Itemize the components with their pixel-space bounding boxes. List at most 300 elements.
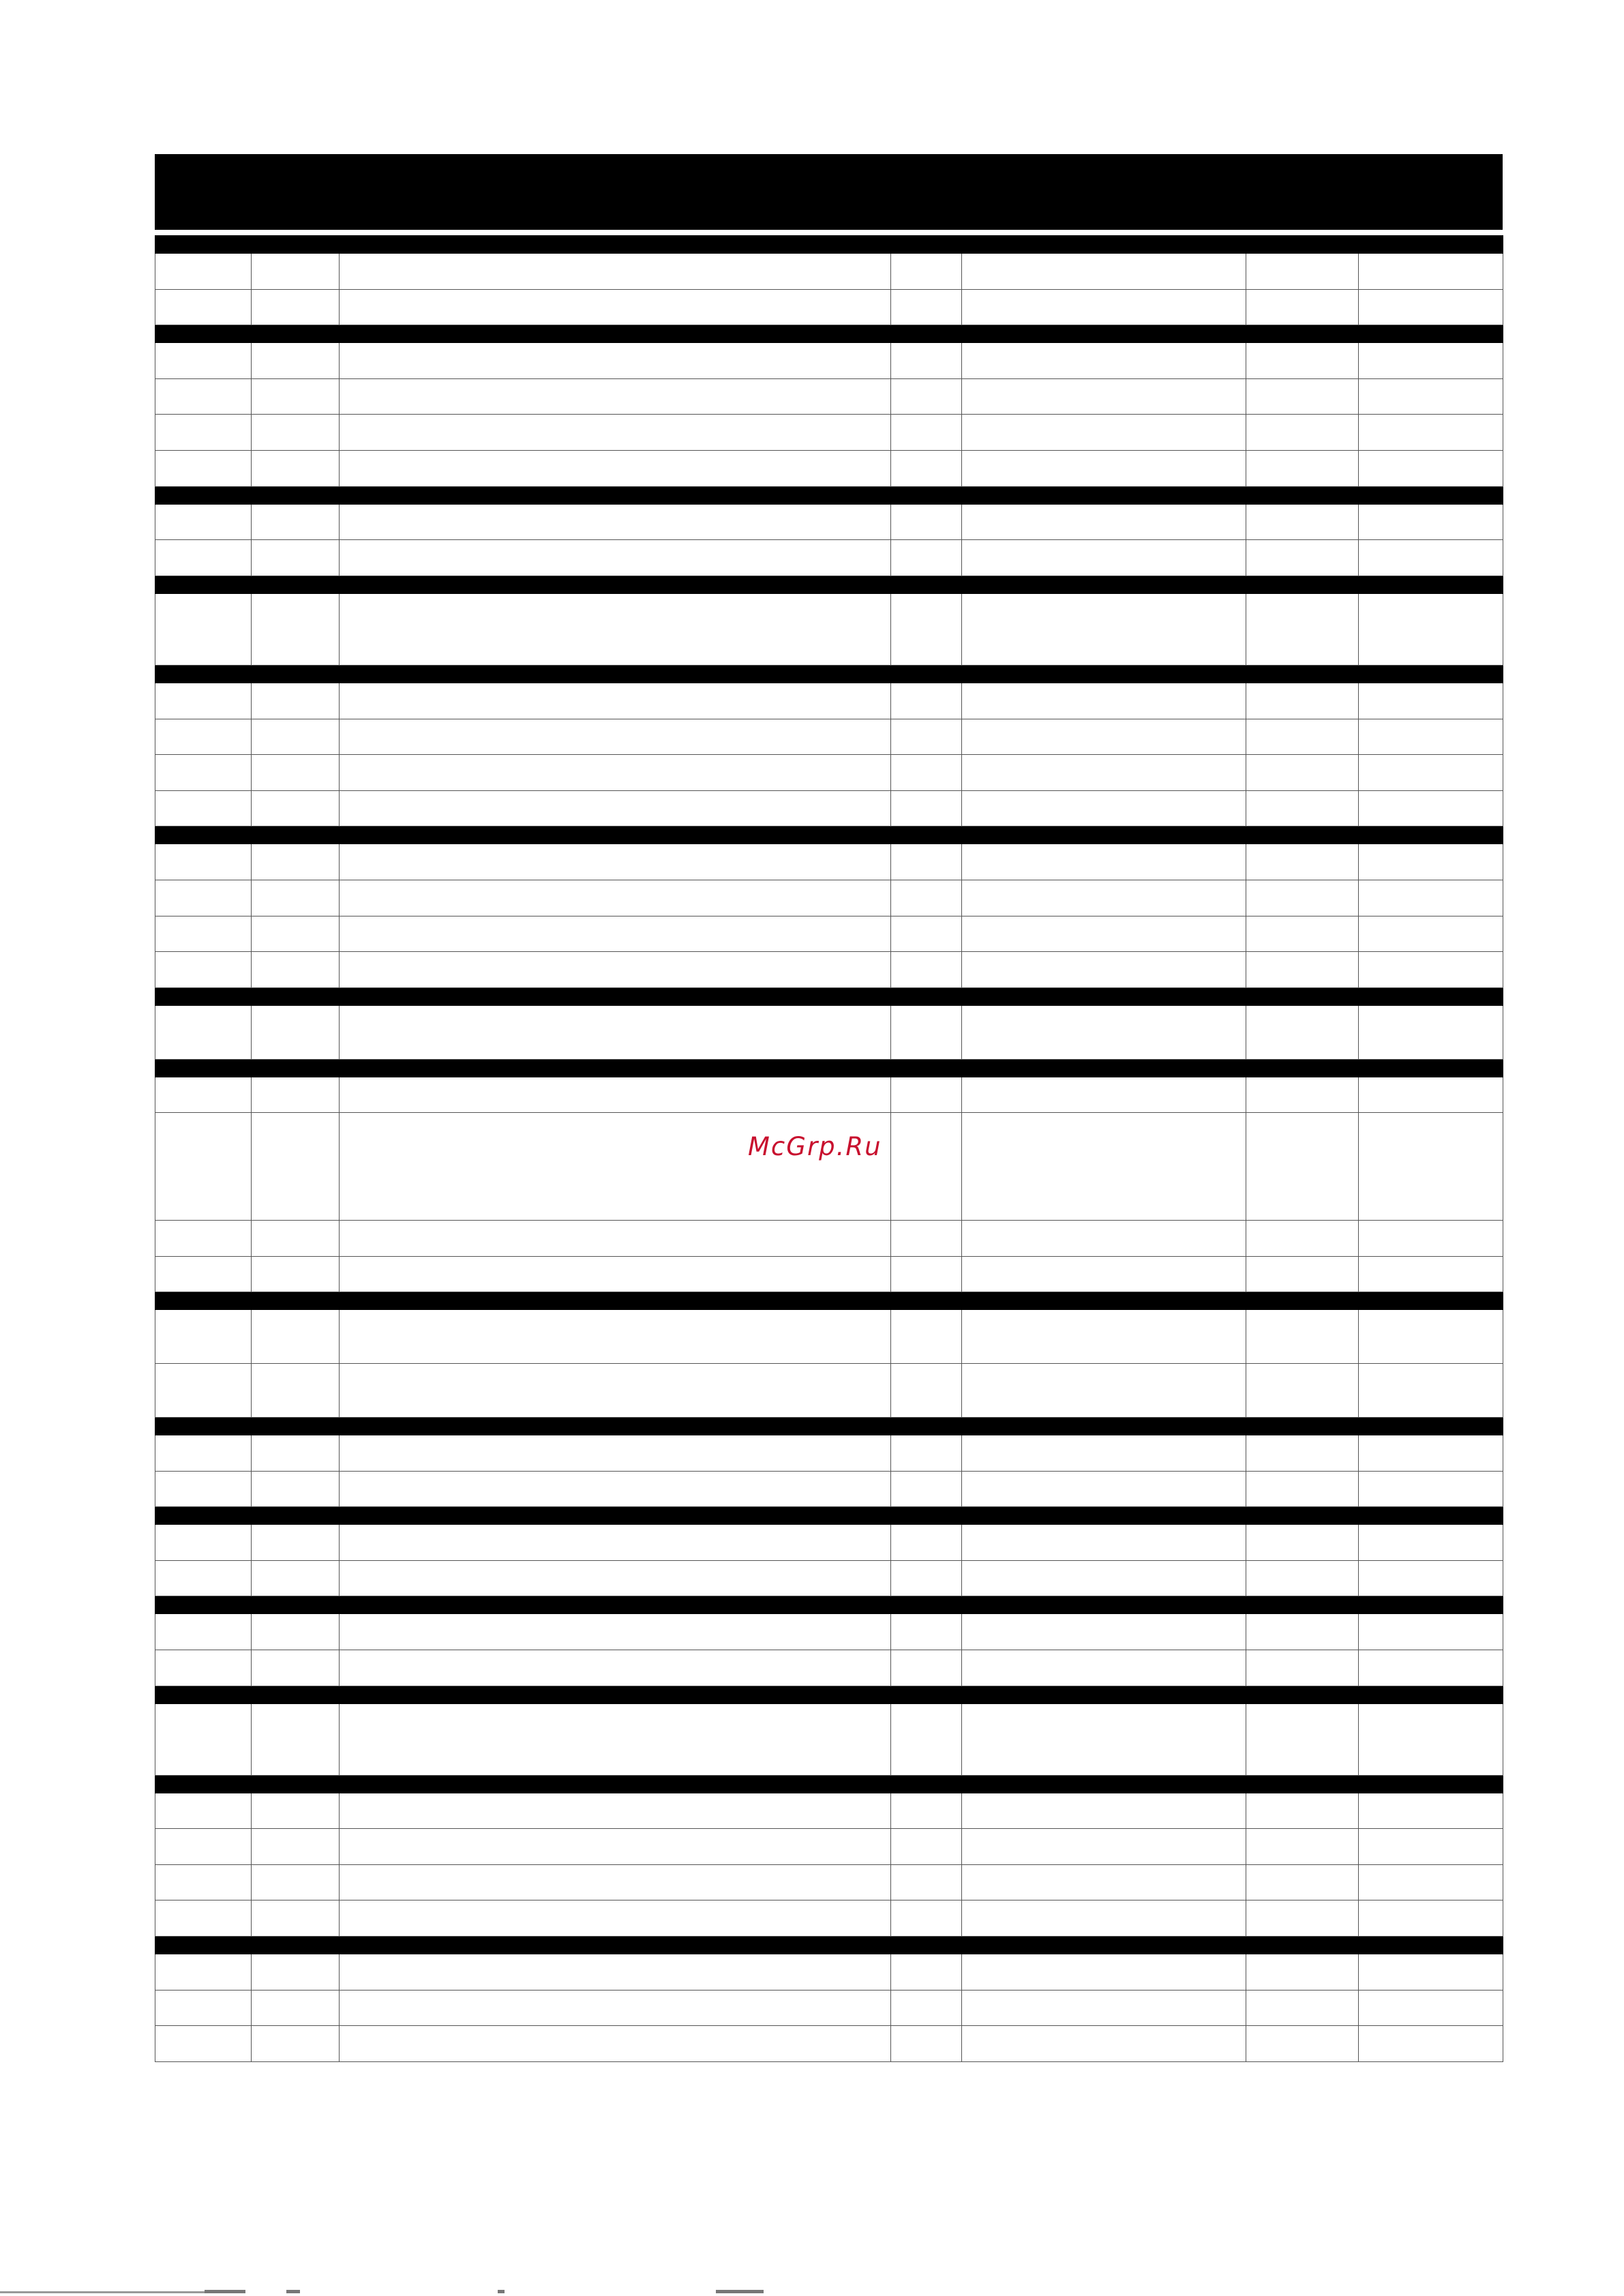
table-cell bbox=[252, 343, 340, 379]
table-cell bbox=[962, 1364, 1246, 1418]
table-cell bbox=[962, 1650, 1246, 1686]
table-cell bbox=[891, 1220, 962, 1256]
table-row bbox=[155, 593, 1503, 665]
table-cell bbox=[1359, 1525, 1503, 1561]
table-cell bbox=[252, 1220, 340, 1256]
table-row bbox=[155, 1614, 1503, 1650]
section-header-bar bbox=[155, 1937, 1503, 1954]
table-cell bbox=[155, 254, 252, 290]
table-cell bbox=[340, 952, 891, 988]
table-cell bbox=[340, 683, 891, 719]
table-cell bbox=[891, 719, 962, 755]
section-header-cell bbox=[155, 826, 1503, 844]
table-cell bbox=[1359, 1990, 1503, 2026]
table-cell bbox=[1359, 2026, 1503, 2062]
table-cell bbox=[1359, 254, 1503, 290]
table-cell bbox=[1359, 1650, 1503, 1686]
table-cell bbox=[962, 1560, 1246, 1596]
table-row bbox=[155, 540, 1503, 576]
section-header-cell bbox=[155, 1417, 1503, 1435]
table-cell bbox=[962, 1793, 1246, 1829]
table-cell bbox=[340, 593, 891, 665]
table-cell bbox=[891, 1310, 962, 1364]
table-cell bbox=[155, 1310, 252, 1364]
table-cell bbox=[891, 504, 962, 540]
table-cell bbox=[340, 378, 891, 415]
table-row bbox=[155, 254, 1503, 290]
table-cell bbox=[252, 790, 340, 826]
table-cell bbox=[1246, 289, 1359, 325]
table-cell bbox=[1246, 1614, 1359, 1650]
table-cell bbox=[252, 289, 340, 325]
table-cell bbox=[1359, 1077, 1503, 1113]
section-header-cell bbox=[155, 1937, 1503, 1954]
table-row bbox=[155, 1864, 1503, 1900]
table-cell bbox=[962, 1864, 1246, 1900]
table-cell bbox=[1246, 1113, 1359, 1221]
table-cell bbox=[155, 1900, 252, 1937]
table-row bbox=[155, 1077, 1503, 1113]
section-header-bar bbox=[155, 987, 1503, 1005]
table-cell bbox=[962, 593, 1246, 665]
table-cell bbox=[252, 1113, 340, 1221]
table-row bbox=[155, 378, 1503, 415]
table-cell bbox=[155, 1864, 252, 1900]
table-cell bbox=[340, 1435, 891, 1471]
table-cell bbox=[962, 1005, 1246, 1059]
table-cell bbox=[252, 1990, 340, 2026]
table-cell bbox=[1246, 1435, 1359, 1471]
table-cell bbox=[962, 755, 1246, 791]
section-header-bar bbox=[155, 1292, 1503, 1310]
table-cell bbox=[252, 2026, 340, 2062]
table-cell bbox=[1359, 415, 1503, 451]
watermark: McGrp.Ru bbox=[748, 1132, 882, 1161]
table-cell bbox=[891, 1864, 962, 1900]
table-cell bbox=[252, 1864, 340, 1900]
table-cell bbox=[155, 755, 252, 791]
table-row bbox=[155, 1220, 1503, 1256]
table-cell bbox=[1246, 2026, 1359, 2062]
section-header-bar bbox=[155, 1507, 1503, 1525]
table-cell bbox=[155, 593, 252, 665]
table-cell bbox=[340, 1793, 891, 1829]
table-cell bbox=[1246, 1793, 1359, 1829]
table-cell bbox=[1359, 289, 1503, 325]
table-cell bbox=[891, 790, 962, 826]
table-cell bbox=[340, 1256, 891, 1292]
table-cell bbox=[962, 1954, 1246, 1991]
table-cell bbox=[155, 1005, 252, 1059]
table-cell bbox=[252, 1650, 340, 1686]
table-row bbox=[155, 1954, 1503, 1991]
table-cell bbox=[891, 593, 962, 665]
table-cell bbox=[155, 844, 252, 880]
section-header-bar bbox=[155, 826, 1503, 844]
table-row bbox=[155, 1364, 1503, 1418]
table-cell bbox=[962, 1220, 1246, 1256]
section-header-bar bbox=[155, 1775, 1503, 1793]
table-cell bbox=[155, 1614, 252, 1650]
table-cell bbox=[891, 1990, 962, 2026]
table-row bbox=[155, 1005, 1503, 1059]
section-header-bar bbox=[155, 236, 1503, 254]
table-cell bbox=[891, 755, 962, 791]
section-header-cell bbox=[155, 1596, 1503, 1614]
table-cell bbox=[340, 1990, 891, 2026]
table-cell bbox=[340, 790, 891, 826]
table-cell bbox=[962, 289, 1246, 325]
section-header-bar bbox=[155, 665, 1503, 683]
table-cell bbox=[1359, 540, 1503, 576]
table-cell bbox=[1359, 683, 1503, 719]
table-cell bbox=[1246, 254, 1359, 290]
table-cell bbox=[155, 343, 252, 379]
table-cell bbox=[340, 415, 891, 451]
table-cell bbox=[891, 1703, 962, 1775]
section-header-bar bbox=[155, 576, 1503, 593]
table-cell bbox=[252, 1256, 340, 1292]
table-cell bbox=[252, 880, 340, 916]
table-cell bbox=[1359, 1560, 1503, 1596]
table-cell bbox=[962, 683, 1246, 719]
table-cell bbox=[1359, 1310, 1503, 1364]
table-cell bbox=[340, 540, 891, 576]
table-cell bbox=[1359, 880, 1503, 916]
footer-rule bbox=[0, 2291, 205, 2293]
section-header-cell bbox=[155, 325, 1503, 343]
table-cell bbox=[155, 1829, 252, 1865]
table-cell bbox=[962, 504, 1246, 540]
table-cell bbox=[1246, 1077, 1359, 1113]
table-cell bbox=[340, 343, 891, 379]
table-cell bbox=[340, 880, 891, 916]
table-row bbox=[155, 415, 1503, 451]
table-cell bbox=[252, 952, 340, 988]
section-header-cell bbox=[155, 665, 1503, 683]
page-header-bar bbox=[155, 154, 1503, 230]
table-cell bbox=[340, 1650, 891, 1686]
table-cell bbox=[891, 450, 962, 486]
table-cell bbox=[1246, 719, 1359, 755]
section-header-cell bbox=[155, 1507, 1503, 1525]
table-cell bbox=[962, 1310, 1246, 1364]
table-cell bbox=[155, 1256, 252, 1292]
table-cell bbox=[252, 1900, 340, 1937]
table-cell bbox=[252, 1435, 340, 1471]
table-row bbox=[155, 2026, 1503, 2062]
table-cell bbox=[962, 952, 1246, 988]
table-cell bbox=[891, 916, 962, 952]
table-cell bbox=[891, 1900, 962, 1937]
table-cell bbox=[891, 1560, 962, 1596]
table-cell bbox=[155, 952, 252, 988]
table-cell bbox=[891, 844, 962, 880]
section-header-bar bbox=[155, 1059, 1503, 1077]
table-cell bbox=[1246, 1220, 1359, 1256]
table-cell bbox=[1246, 343, 1359, 379]
table-cell bbox=[962, 1435, 1246, 1471]
table-cell bbox=[1359, 1900, 1503, 1937]
table-cell bbox=[252, 378, 340, 415]
table-cell bbox=[155, 790, 252, 826]
table-row bbox=[155, 1793, 1503, 1829]
table-cell bbox=[962, 1900, 1246, 1937]
table-cell bbox=[1246, 450, 1359, 486]
table-cell bbox=[340, 450, 891, 486]
table-cell bbox=[1359, 504, 1503, 540]
table-cell bbox=[962, 1256, 1246, 1292]
section-header-cell bbox=[155, 486, 1503, 504]
table-cell bbox=[155, 916, 252, 952]
table-cell bbox=[1246, 916, 1359, 952]
table-cell bbox=[962, 844, 1246, 880]
table-cell bbox=[252, 1310, 340, 1364]
table-cell bbox=[252, 415, 340, 451]
table-cell bbox=[155, 378, 252, 415]
section-header-bar bbox=[155, 325, 1503, 343]
table-cell bbox=[1246, 755, 1359, 791]
table-cell bbox=[155, 289, 252, 325]
table-row bbox=[155, 1471, 1503, 1507]
table-cell bbox=[155, 1220, 252, 1256]
table-cell bbox=[155, 683, 252, 719]
table-cell bbox=[962, 916, 1246, 952]
table-cell bbox=[1359, 1005, 1503, 1059]
table-cell bbox=[340, 1005, 891, 1059]
table-cell bbox=[891, 683, 962, 719]
table-cell bbox=[891, 1364, 962, 1418]
table-cell bbox=[340, 719, 891, 755]
table-cell bbox=[252, 540, 340, 576]
table-cell bbox=[891, 540, 962, 576]
table-cell bbox=[891, 415, 962, 451]
table-cell bbox=[340, 1113, 891, 1221]
table-cell bbox=[340, 1471, 891, 1507]
table-cell bbox=[1246, 1864, 1359, 1900]
table-cell bbox=[340, 1864, 891, 1900]
table-cell bbox=[1359, 1864, 1503, 1900]
table-row bbox=[155, 1990, 1503, 2026]
table-cell bbox=[1359, 593, 1503, 665]
table-cell bbox=[891, 1614, 962, 1650]
table-cell bbox=[962, 343, 1246, 379]
table-cell bbox=[962, 1077, 1246, 1113]
table-cell bbox=[891, 1650, 962, 1686]
table-cell bbox=[340, 1364, 891, 1418]
table-cell bbox=[1246, 504, 1359, 540]
table-cell bbox=[891, 1435, 962, 1471]
table-cell bbox=[252, 1560, 340, 1596]
table-cell bbox=[340, 504, 891, 540]
table-cell bbox=[1359, 1435, 1503, 1471]
table-row bbox=[155, 1703, 1503, 1775]
table-cell bbox=[252, 916, 340, 952]
table-cell bbox=[340, 1077, 891, 1113]
section-header-cell bbox=[155, 987, 1503, 1005]
table-cell bbox=[1359, 844, 1503, 880]
table-row bbox=[155, 916, 1503, 952]
section-header-cell bbox=[155, 1775, 1503, 1793]
table-cell bbox=[252, 504, 340, 540]
table-cell bbox=[1359, 1829, 1503, 1865]
table-row bbox=[155, 1900, 1503, 1937]
table-cell bbox=[155, 719, 252, 755]
table-cell bbox=[1359, 378, 1503, 415]
table-cell bbox=[891, 1077, 962, 1113]
table-cell bbox=[891, 1256, 962, 1292]
table-cell bbox=[1359, 1614, 1503, 1650]
table-cell bbox=[891, 880, 962, 916]
table-cell bbox=[1246, 1829, 1359, 1865]
table-cell bbox=[962, 790, 1246, 826]
table-cell bbox=[891, 378, 962, 415]
table-cell bbox=[252, 1525, 340, 1561]
table-cell bbox=[891, 254, 962, 290]
table-cell bbox=[962, 1990, 1246, 2026]
table-cell bbox=[340, 1829, 891, 1865]
table-cell bbox=[1359, 1113, 1503, 1221]
table-cell bbox=[252, 1793, 340, 1829]
table-row bbox=[155, 1435, 1503, 1471]
table-cell bbox=[1246, 1650, 1359, 1686]
table-cell bbox=[340, 254, 891, 290]
table-cell bbox=[962, 1113, 1246, 1221]
table-cell bbox=[1246, 415, 1359, 451]
table-cell bbox=[1246, 683, 1359, 719]
table-row bbox=[155, 450, 1503, 486]
table-cell bbox=[891, 1113, 962, 1221]
table-cell bbox=[1359, 450, 1503, 486]
table-cell bbox=[155, 1560, 252, 1596]
table-cell bbox=[962, 1614, 1246, 1650]
section-header-cell bbox=[155, 1059, 1503, 1077]
table-cell bbox=[891, 1829, 962, 1865]
table-cell bbox=[962, 1525, 1246, 1561]
section-header-bar bbox=[155, 1686, 1503, 1703]
section-header-cell bbox=[155, 576, 1503, 593]
table-row bbox=[155, 1310, 1503, 1364]
table-cell bbox=[891, 1954, 962, 1991]
table-row bbox=[155, 683, 1503, 719]
table-cell bbox=[1246, 1256, 1359, 1292]
table-cell bbox=[1359, 952, 1503, 988]
table-row bbox=[155, 1113, 1503, 1221]
table-cell bbox=[1246, 593, 1359, 665]
table-cell bbox=[962, 254, 1246, 290]
table-cell bbox=[252, 593, 340, 665]
table-cell bbox=[252, 1077, 340, 1113]
table-cell bbox=[155, 880, 252, 916]
table-cell bbox=[1246, 790, 1359, 826]
table-cell bbox=[1246, 1364, 1359, 1418]
table-cell bbox=[1246, 378, 1359, 415]
table-cell bbox=[155, 1793, 252, 1829]
table-cell bbox=[962, 2026, 1246, 2062]
table-row bbox=[155, 880, 1503, 916]
table-cell bbox=[340, 289, 891, 325]
table-cell bbox=[891, 952, 962, 988]
table-cell bbox=[1359, 343, 1503, 379]
table-row bbox=[155, 952, 1503, 988]
table-cell bbox=[1359, 1703, 1503, 1775]
table-cell bbox=[891, 343, 962, 379]
table-cell bbox=[252, 254, 340, 290]
table-cell bbox=[252, 1614, 340, 1650]
table-cell bbox=[891, 2026, 962, 2062]
table-cell bbox=[891, 289, 962, 325]
table-cell bbox=[1359, 1256, 1503, 1292]
table-row bbox=[155, 1525, 1503, 1561]
table-cell bbox=[155, 1990, 252, 2026]
table-cell bbox=[1246, 1954, 1359, 1991]
table-cell bbox=[962, 719, 1246, 755]
footer-marks bbox=[205, 2290, 784, 2293]
table-row bbox=[155, 504, 1503, 540]
table-cell bbox=[1246, 1560, 1359, 1596]
table-cell bbox=[155, 504, 252, 540]
table-cell bbox=[962, 1829, 1246, 1865]
table-cell bbox=[340, 1220, 891, 1256]
table-cell bbox=[155, 1703, 252, 1775]
section-header-cell bbox=[155, 1292, 1503, 1310]
section-header-bar bbox=[155, 1596, 1503, 1614]
table-cell bbox=[962, 1471, 1246, 1507]
table-cell bbox=[252, 755, 340, 791]
table-cell bbox=[155, 415, 252, 451]
table-cell bbox=[252, 450, 340, 486]
section-header-bar bbox=[155, 1417, 1503, 1435]
table-cell bbox=[1359, 790, 1503, 826]
table-cell bbox=[155, 1077, 252, 1113]
table-cell bbox=[252, 1829, 340, 1865]
table-cell bbox=[340, 1900, 891, 1937]
table-row bbox=[155, 755, 1503, 791]
table-cell bbox=[1359, 719, 1503, 755]
table-cell bbox=[155, 1113, 252, 1221]
table-cell bbox=[155, 1435, 252, 1471]
table-cell bbox=[155, 1650, 252, 1686]
table-cell bbox=[340, 844, 891, 880]
table-cell bbox=[340, 1560, 891, 1596]
table-cell bbox=[962, 378, 1246, 415]
table-cell bbox=[1359, 916, 1503, 952]
table-cell bbox=[962, 540, 1246, 576]
table-cell bbox=[155, 540, 252, 576]
section-header-cell bbox=[155, 1686, 1503, 1703]
table-row bbox=[155, 719, 1503, 755]
table-cell bbox=[962, 1703, 1246, 1775]
table-cell bbox=[1359, 1954, 1503, 1991]
table-cell bbox=[891, 1793, 962, 1829]
table-cell bbox=[252, 1005, 340, 1059]
table-cell bbox=[340, 1614, 891, 1650]
table-cell bbox=[155, 1954, 252, 1991]
table-cell bbox=[1246, 1471, 1359, 1507]
table-cell bbox=[340, 1525, 891, 1561]
table-cell bbox=[1359, 1471, 1503, 1507]
table-cell bbox=[155, 1471, 252, 1507]
table-cell bbox=[962, 415, 1246, 451]
table-cell bbox=[252, 1954, 340, 1991]
table-cell bbox=[340, 2026, 891, 2062]
table-cell bbox=[340, 1954, 891, 1991]
table-cell bbox=[252, 1703, 340, 1775]
table-cell bbox=[1246, 1310, 1359, 1364]
table-row bbox=[155, 844, 1503, 880]
table-cell bbox=[340, 916, 891, 952]
table-cell bbox=[962, 450, 1246, 486]
